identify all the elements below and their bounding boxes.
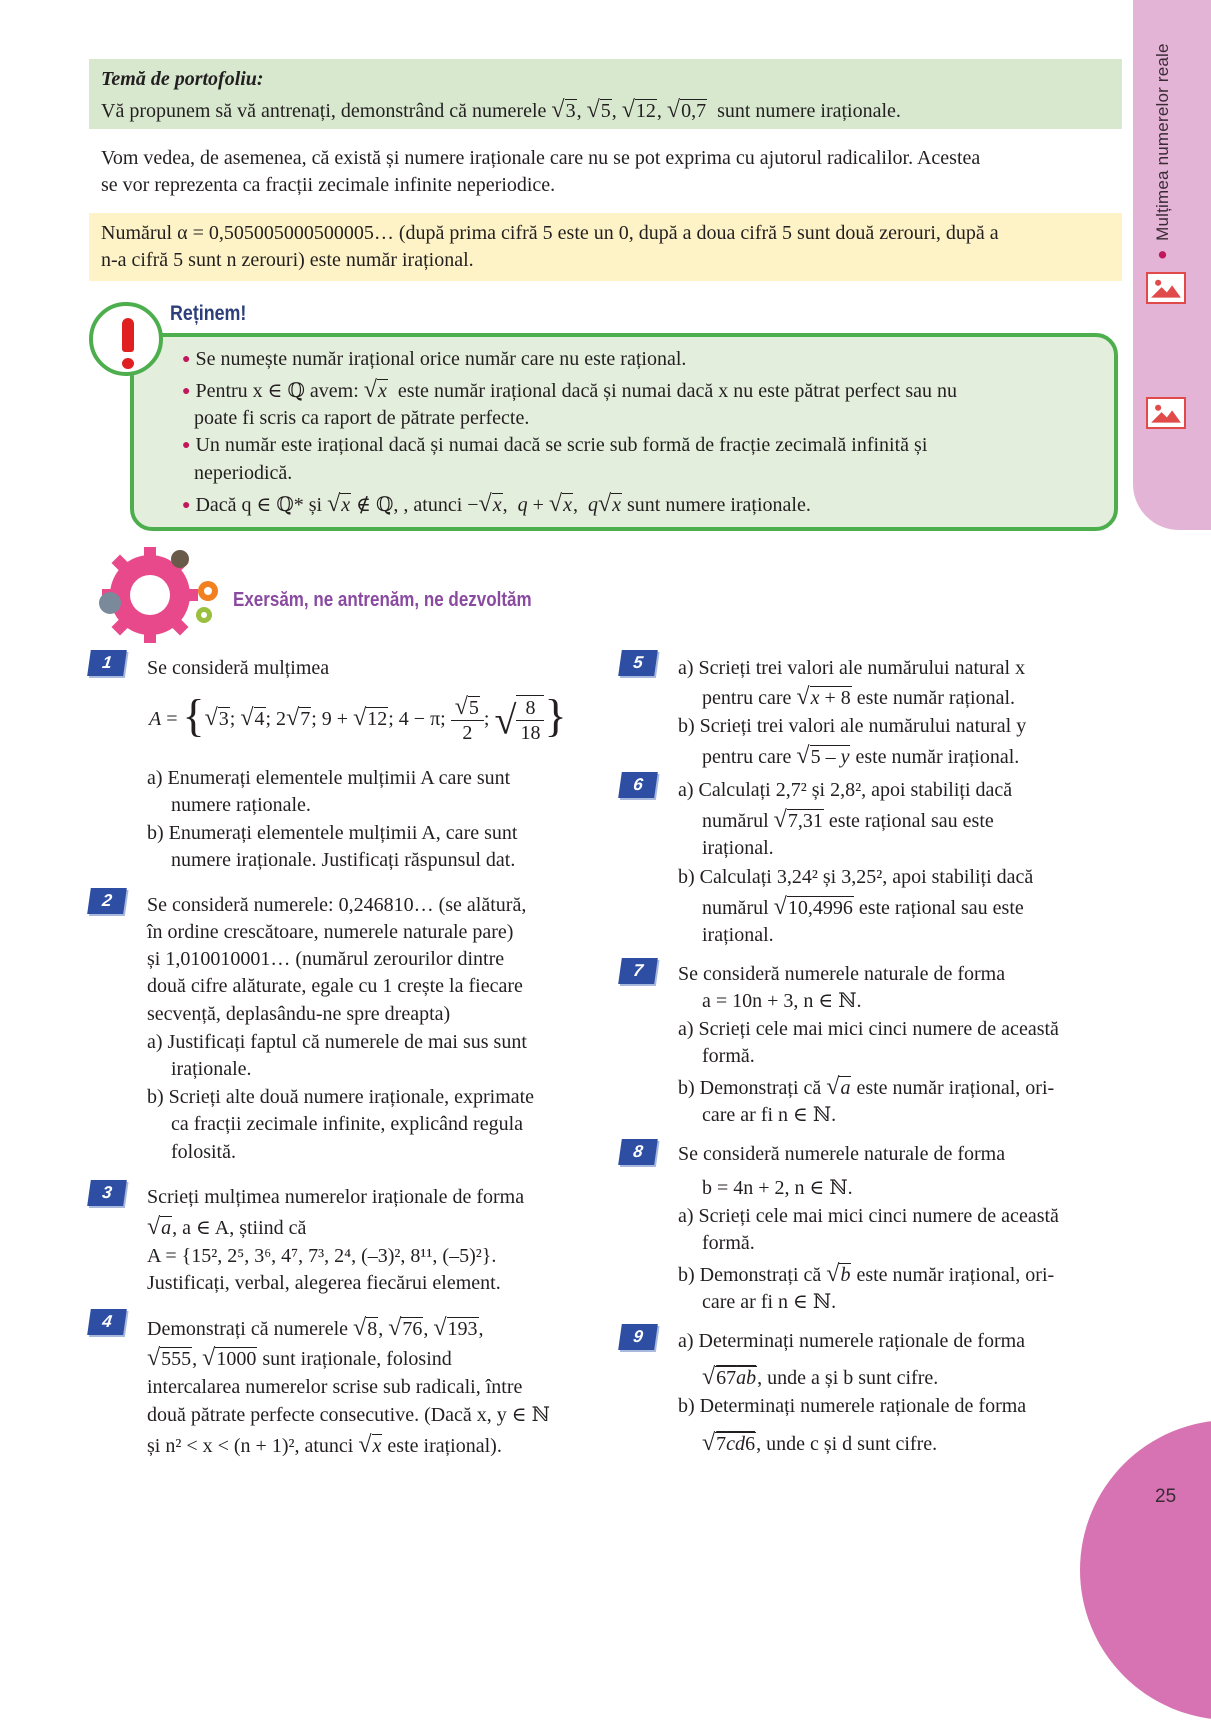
ex6-b-cont-2: irațional. [702,924,774,946]
ex7-b-cont: care ar fi n ∈ ℕ. [702,1104,837,1126]
ex5-a: a) Scrieți trei valori ale numărului natural x [678,657,1026,679]
ex7-a-cont: formă. [702,1045,755,1067]
ex1-intro: Se consideră mulțimea [147,657,330,679]
remember-bullet-3: ● Un număr este irațional dacă și numai dacă se scrie sub formă de fracție zecimală infinită și [182,434,928,456]
ex5-b-cont: pentru care √5 – y este număr irațional. [702,743,1020,769]
remember-bullet-3-cont: neperiodică. [194,462,293,484]
example-line-2: n-a cifră 5 sunt n zerouri) este număr irațional. [101,249,474,271]
ex6-a-cont-2: irațional. [702,837,774,859]
exercise-number-badge: 4 [87,1309,127,1335]
portfolio-title: Temă de portofoliu: [101,68,264,90]
ex4-line-2: √555, √1000 sunt iraționale, folosind [147,1345,452,1371]
intro-line-1: Vom vedea, de asemenea, că există și numere iraționale care nu se pot exprima cu ajutorul radicalilor. Acestea [101,147,981,169]
ex7-line-2: a = 10n + 3, n ∈ ℕ. [702,990,862,1012]
chapter-title: ● Mulțimea numerelor reale [1153,43,1172,265]
exercises-title: Exersăm, ne antrenăm, ne dezvoltăm [233,589,532,611]
ex2-line-1: Se consideră numerele: 0,246810… (se alătură, [147,894,527,916]
ex4-line-3: intercalarea numerelor scrise sub radicali, între [147,1376,523,1398]
ex8-b: b) Demonstrați că √b este număr irațional, ori- [678,1261,1055,1287]
ex4-line-1: Demonstrați că numerele √8, √76, √193, [147,1315,484,1341]
ex2-line-5: secvență, deplasându-ne spre dreapta) [147,1003,451,1025]
ex8-a: a) Scrieți cele mai mici cinci numere de această [678,1205,1059,1227]
example-line-1: Numărul α = 0,505005000500005… (după prima cifră 5 este un 0, după a doua cifră 5 sunt două zerouri, după a [101,222,999,244]
ex6-a: a) Calculați 2,7² și 2,8², apoi stabiliți dacă [678,779,1013,801]
intro-line-2: se vor reprezenta ca fracții zecimale infinite neperiodice. [101,174,556,196]
ex3-line-3: A = {15², 2⁵, 3⁶, 4⁷, 7³, 2⁴, (–3)², 8¹¹, (–5)²}. [147,1245,497,1267]
ex2-line-3: și 1,010010001… (numărul zerourilor dintre [147,948,505,970]
ex1-set-formula: A = {√3; √4; 2√7; 9 + √12; 4 − π; $\frac{√5}{2}$ ; √ $\frac{8}{18}$ } [149,690,567,745]
ex4-line-5: și n² < x < (n + 1)², atunci √x este irațional). [147,1432,502,1458]
ex9-b-cont: √7cd6, unde c și d sunt cifre. [702,1430,938,1456]
ex4-line-4: două pătrate perfecte consecutive. (Dacă x, y ∈ ℕ [147,1404,550,1426]
ex2-a-cont: iraționale. [171,1058,252,1080]
ex1-b: b) Enumerați elementele mulțimii A, care sunt [147,822,518,844]
ex1-a: a) Enumerați elementele mulțimii A care sunt [147,767,511,789]
ex8-line-1: Se consideră numerele naturale de forma [678,1143,1006,1165]
exercise-number-badge: 7 [618,958,658,984]
exercise-number-badge: 9 [618,1324,658,1350]
remember-bullet-2-cont: poate fi scris ca raport de pătrate perfecte. [194,407,530,429]
ex1-a-cont: numere raționale. [171,794,311,816]
ex2-b: b) Scrieți alte două numere iraționale, exprimate [147,1086,535,1108]
ex7-b: b) Demonstrați că √a este număr irațional, ori- [678,1074,1055,1100]
page-number: 25 [1155,1486,1177,1507]
ex6-b: b) Calculați 3,24² și 3,25², apoi stabiliți dacă [678,866,1034,888]
ex6-b-cont: numărul √10,4996 este rațional sau este [702,894,1024,920]
exercise-number-badge: 6 [618,772,658,798]
ex1-b-cont: numere iraționale. Justificați răspunsul dat. [171,849,516,871]
exclamation-icon [89,302,163,376]
ex5-b: b) Scrieți trei valori ale numărului natural y [678,715,1027,737]
exercise-number-badge: 3 [87,1180,127,1206]
gears-illustration-icon [88,545,228,645]
image-gallery-icon[interactable] [1146,397,1186,429]
exercise-number-badge: 1 [87,650,127,676]
ex3-line-4: Justificați, verbal, alegerea fiecărui element. [147,1272,501,1294]
ex8-b-cont: care ar fi n ∈ ℕ. [702,1291,837,1313]
exercise-number-badge: 8 [618,1139,658,1165]
remember-bullet-2: ● Pentru x ∈ ℚ avem: √x este număr irațional dacă și numai dacă x nu este pătrat perfect sau nu [182,377,958,403]
ex2-a: a) Justificați faptul că numerele de mai sus sunt [147,1031,527,1053]
exercise-number-badge: 5 [618,650,658,676]
ex9-b: b) Determinați numerele raționale de forma [678,1395,1027,1417]
ex7-line-1: Se consideră numerele naturale de forma [678,963,1006,985]
page-corner-decoration [1080,1420,1211,1720]
image-gallery-icon[interactable] [1146,272,1186,304]
ex8-line-2: b = 4n + 2, n ∈ ℕ. [702,1177,853,1199]
ex2-b-cont: ca fracții zecimale infinite, explicând regula [171,1113,524,1135]
ex9-a-cont: √67ab, unde a și b sunt cifre. [702,1364,939,1390]
ex3-line-2: √a, a ∈ A, știind că [147,1214,307,1240]
remember-title: Reținem! [170,302,247,325]
exercise-number-badge: 2 [87,888,127,914]
ex9-a: a) Determinați numerele raționale de forma [678,1330,1026,1352]
ex7-a: a) Scrieți cele mai mici cinci numere de această [678,1018,1059,1040]
ex6-a-cont: numărul √7,31 este rațional sau este [702,807,994,833]
remember-bullet-4: ● Dacă q ∈ ℚ* și √x ∉ ℚ, , atunci −√x, q + √x, q√x sunt numere iraționale. [182,491,811,517]
ex2-b-cont-2: folosită. [171,1141,236,1163]
portfolio-text: Vă propunem să vă antrenați, demonstrând că numerele √3, √5, √12, √0,7 sunt numere iraționale. [101,97,901,123]
ex2-line-2: în ordine crescătoare, numerele naturale pare) [147,921,514,943]
ex5-a-cont: pentru care √x + 8 este număr rațional. [702,684,1016,710]
ex2-line-4: două cifre alăturate, egale cu 1 crește la fiecare [147,975,523,997]
ex8-a-cont: formă. [702,1232,755,1254]
ex3-line-1: Scrieți mulțimea numerelor iraționale de forma [147,1186,525,1208]
remember-bullet-1: ● Se numește număr irațional orice număr care nu este rațional. [182,348,687,370]
